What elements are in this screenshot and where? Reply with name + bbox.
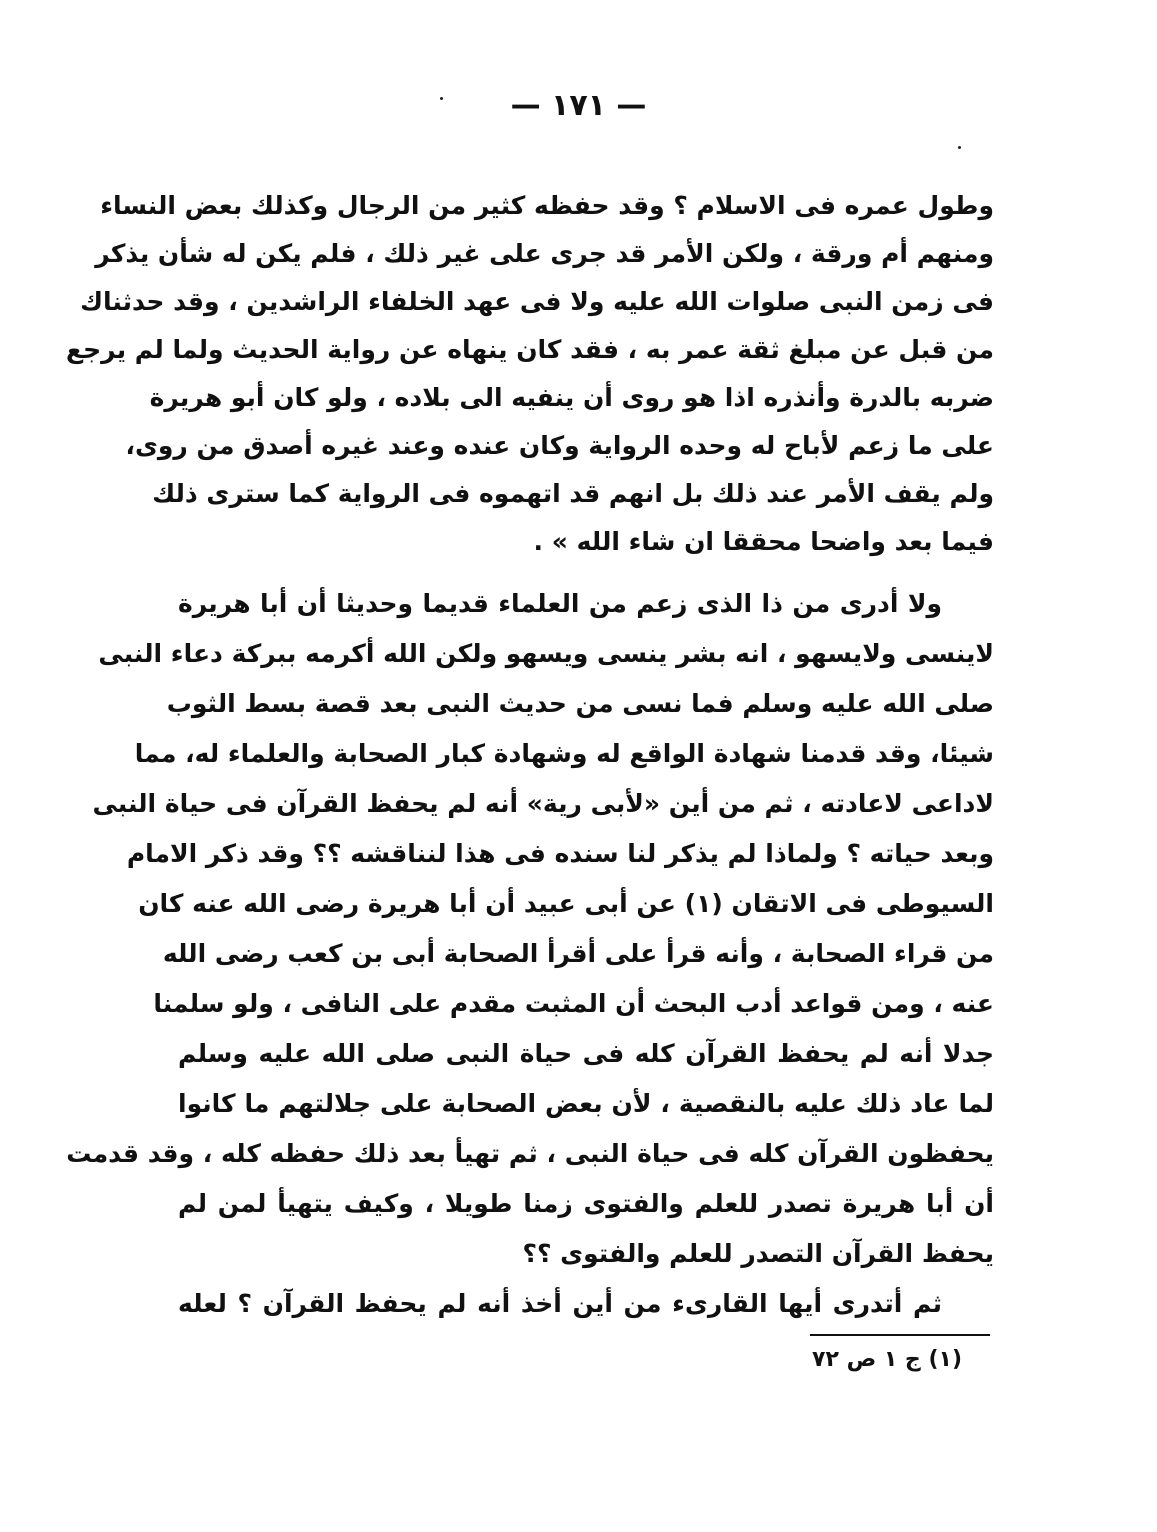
text-line: السيوطى فى الاتقان (١) عن أبى عبيد أن أبا هريرة رضى الله عنه كان <box>138 889 994 918</box>
text-line: فى زمن النبى صلوات الله عليه ولا فى عهد الخلفاء الراشدين ، وقد حدثناك <box>80 287 994 316</box>
text-line: لما عاد ذلك عليه بالنقصية ، لأن بعض الصحابة على جلالتهم ما كانوا <box>178 1089 994 1118</box>
text-line: وطول عمره فى الاسلام ؟ وقد حفظه كثير من الرجال وكذلك بعض النساء <box>100 191 994 220</box>
text-line: يحفظون القرآن كله فى حياة النبى ، ثم تهيأ بعد ذلك حفظه كله ، وقد قدمت <box>66 1139 994 1168</box>
text-line: وبعد حياته ؟ ولماذا لم يذكر لنا سنده فى هذا لنناقشه ؟؟ وقد ذكر الامام <box>126 839 994 868</box>
text-line: من قبل عن مبلغ ثقة عمر به ، فقد كان ينهاه عن رواية الحديث ولما لم يرجع <box>66 335 994 364</box>
scan-speck <box>958 146 961 149</box>
text-line: ثم أتدرى أيها القارىء من أين أخذ أنه لم يحفظ القرآن ؟ لعله <box>178 1289 942 1318</box>
text-line: ومنهم أم ورقة ، ولكن الأمر قد جرى على غير ذلك ، فلم يكن له شأن يذكر <box>95 239 994 268</box>
text-line: لاداعى لاعادته ، ثم من أين «لأبى رية» أنه لم يحفظ القرآن فى حياة النبى <box>92 789 994 818</box>
text-line: جدلا أنه لم يحفظ القرآن كله فى حياة النبى صلى الله عليه وسلم <box>178 1039 994 1068</box>
text-line: يحفظ القرآن التصدر للعلم والفتوى ؟؟ <box>522 1239 994 1268</box>
page-number: — ١٧١ — <box>510 88 647 123</box>
footnote: (١) ج ١ ص ٧٢ <box>812 1347 962 1372</box>
text-line: ولم يقف الأمر عند ذلك بل انهم قد اتهموه فى الرواية كما سترى ذلك <box>152 479 994 508</box>
text-line: شيئا، وقد قدمنا شهادة الواقع له وشهادة كبار الصحابة والعلماء له، مما <box>134 739 994 768</box>
text-line: عنه ، ومن قواعد أدب البحث أن المثبت مقدم على النافى ، ولو سلمنا <box>153 989 994 1018</box>
text-line: فيما بعد واضحا محققا ان شاء الله » . <box>533 527 994 556</box>
scan-speck <box>440 97 443 100</box>
paragraph-3 <box>178 1280 994 1328</box>
text-line: من قراء الصحابة ، وأنه قرأ على أقرأ الصحابة أبى بن كعب رضى الله <box>162 939 994 968</box>
text-line: صلى الله عليه وسلم فما نسى من حديث النبى بعد قصة بسط الثوب <box>166 689 994 718</box>
text-line: ولا أدرى من ذا الذى زعم من العلماء قديما وحديثا أن أبا هريرة <box>178 589 942 618</box>
text-line: على ما زعم لأباح له وحده الرواية وكان عنده وعند غيره أصدق من روى، <box>125 431 994 460</box>
text-line: أن أبا هريرة تصدر للعلم والفتوى زمنا طويلا ، وكيف يتهيأ لمن لم <box>178 1189 994 1218</box>
text-line: ضربه بالدرة وأنذره اذا هو روى أن ينفيه الى بلاده ، ولو كان أبو هريرة <box>149 383 994 412</box>
footnote-divider <box>810 1334 990 1336</box>
paragraph-1 <box>66 182 994 566</box>
text-line: لاينسى ولايسهو ، انه بشر ينسى ويسهو ولكن الله أكرمه ببركة دعاء النبى <box>98 639 994 668</box>
paragraph-2 <box>66 580 994 1280</box>
